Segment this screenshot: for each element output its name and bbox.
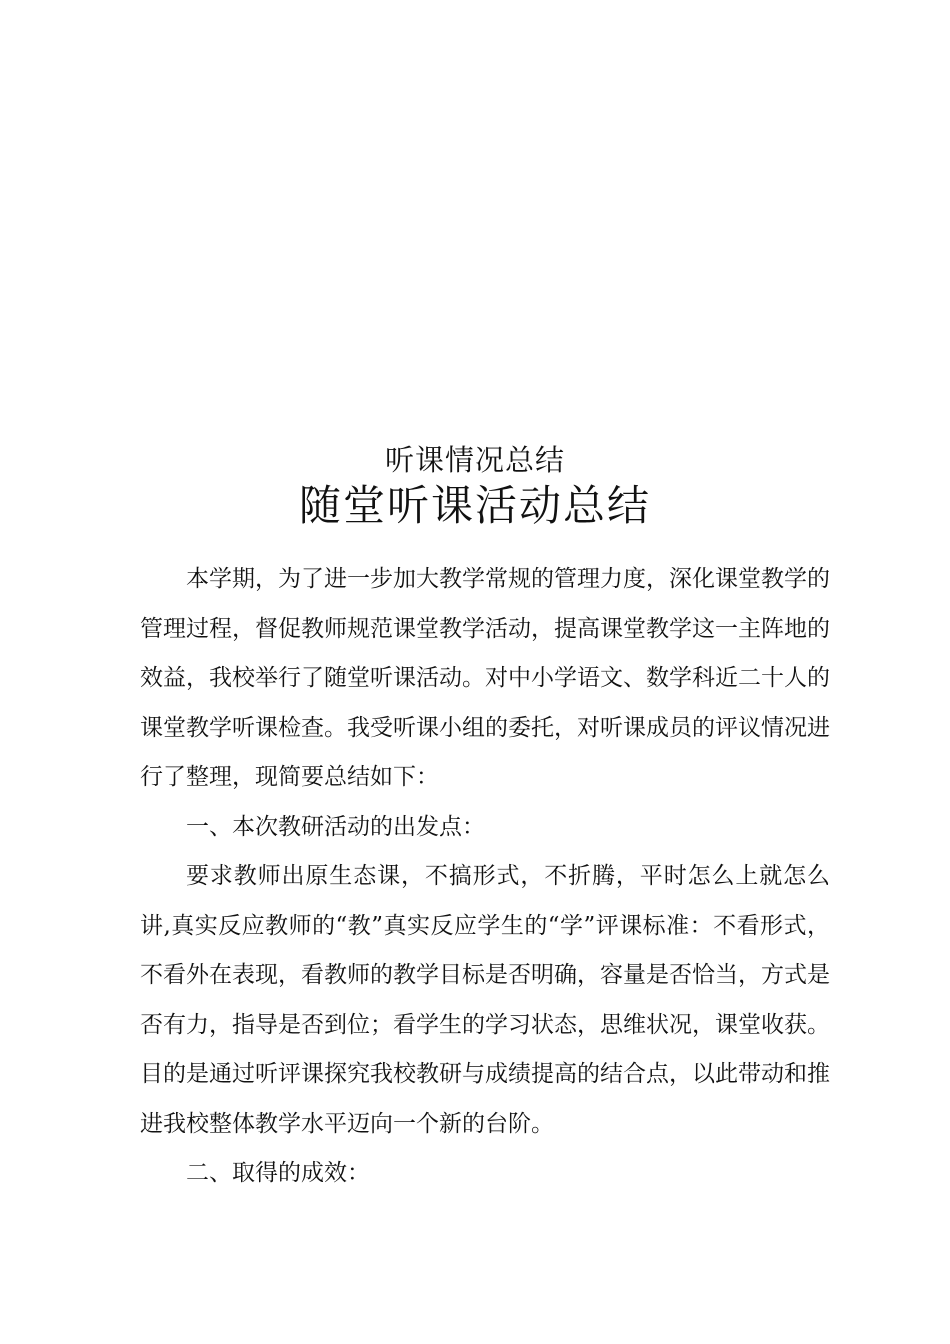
document-subtitle: 听课情况总结 [384, 443, 565, 477]
paragraph-intro: 本学期，为了进一步加大教学常规的管理力度，深化课堂教学的管理过程，督促教师规范课堂教学活动，提高课堂教学这一主阵地的效益，我校举行了随堂听课活动。对中小学语文、数学科近二十人的课堂教学听课检查。我受听课小组的委托，对听课成员的评议情况进行了整理，现简要总结如下： [140, 566, 830, 790]
section-heading-2: 二、取得的成效： [186, 1160, 370, 1186]
document-title: 随堂听课活动总结 [298, 481, 651, 530]
document-body [140, 555, 830, 1199]
section-heading-1: 一、本次教研活动的出发点： [186, 813, 485, 840]
paragraph-section-1: 要求教师出原生态课，不搞形式，不折腾，平时怎么上就怎么讲,真实反应教师的“教”真实反应学生的“学”评课标准：不看形式，不看外在表现，看教师的教学目标是否明确，容量是否恰当，方式是否有力，指导是否到位；看学生的学习状态，思维状况，课堂收获。目的是通过听评课探究我校教研与成绩提高的结合点，以此带动和推进我校整体教学水平迈向一个新的台阶。 [140, 863, 830, 1137]
